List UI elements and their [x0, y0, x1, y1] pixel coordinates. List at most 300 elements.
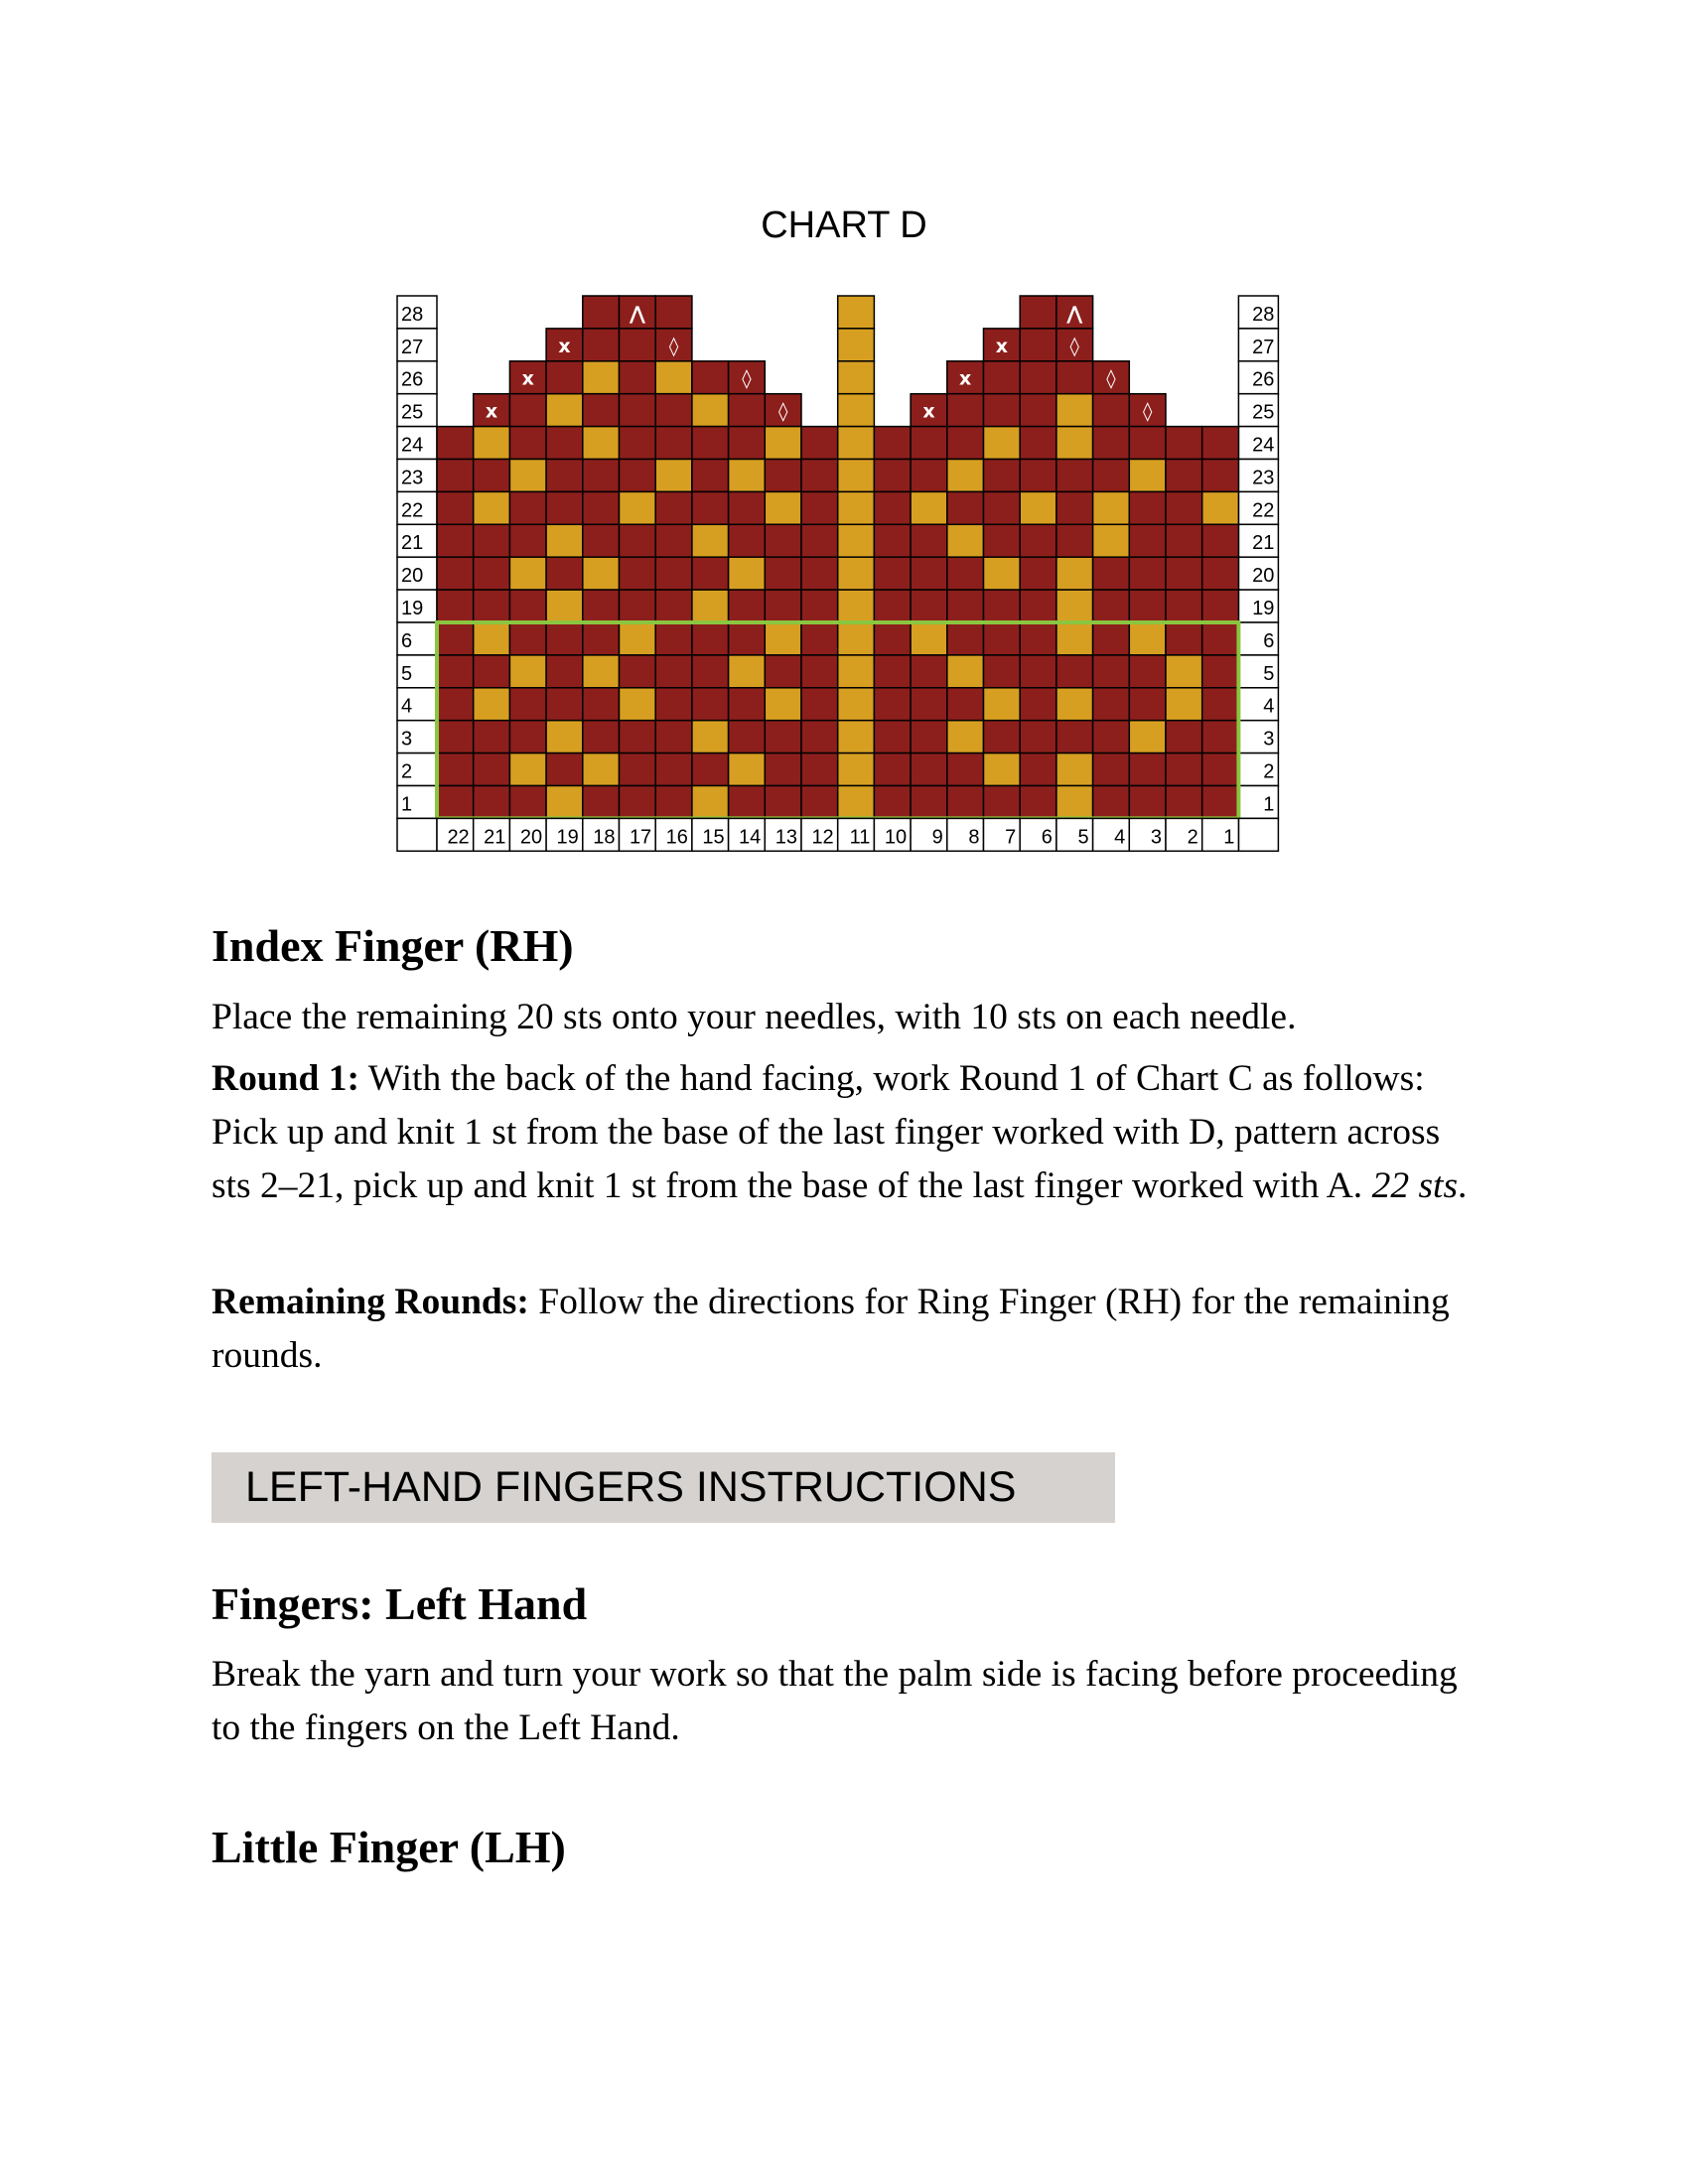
row-label-right: 22	[1252, 499, 1275, 522]
column-label: 21	[484, 826, 506, 849]
chart-cell	[692, 655, 729, 688]
chart-symbol: x	[521, 367, 534, 390]
chart-cell	[1020, 296, 1056, 329]
chart-cell	[437, 721, 474, 753]
chart-cell	[801, 655, 838, 688]
chart-cell	[765, 590, 801, 622]
chart-cell	[801, 460, 838, 492]
chart-cell	[692, 394, 729, 427]
chart-cell	[947, 655, 984, 688]
row-label-right: 6	[1263, 629, 1275, 652]
chart-cell	[801, 557, 838, 590]
column-label: 5	[1077, 826, 1089, 849]
chart-symbol: ◊	[742, 367, 752, 390]
chart-cell	[620, 557, 656, 590]
chart-cell	[729, 622, 766, 655]
left-hand-heading: Fingers: Left Hand	[211, 1578, 588, 1629]
chart-cell	[1056, 361, 1093, 394]
chart-cell	[947, 427, 984, 460]
chart-cell	[1093, 427, 1130, 460]
chart-cell	[620, 394, 656, 427]
row-label-left: 21	[401, 532, 424, 555]
chart-cell	[692, 557, 729, 590]
column-label: 7	[1005, 826, 1017, 849]
column-label: 11	[849, 826, 871, 849]
chart-cell	[911, 753, 947, 786]
chart-cell	[1056, 491, 1093, 524]
chart-cell	[1020, 491, 1056, 524]
chart-cell	[546, 427, 583, 460]
chart-cell	[838, 427, 875, 460]
chart-cell	[1093, 753, 1130, 786]
chart-symbol: ◊	[777, 400, 788, 423]
chart-cell	[1129, 753, 1166, 786]
chart-cell	[509, 655, 546, 688]
chart-cell	[1020, 753, 1056, 786]
chart-cell	[874, 524, 911, 557]
chart-cell	[437, 622, 474, 655]
chart-cell	[1056, 721, 1093, 753]
section-banner: LEFT-HAND FINGERS INSTRUCTIONS	[211, 1452, 1115, 1523]
chart-symbol: ◊	[1106, 367, 1116, 390]
chart-cell	[1129, 491, 1166, 524]
chart-cell	[1056, 460, 1093, 492]
chart-cell	[947, 394, 984, 427]
chart-cell	[583, 394, 620, 427]
row-label-right: 25	[1252, 401, 1275, 424]
chart-cell	[1129, 460, 1166, 492]
chart-cell	[620, 688, 656, 721]
chart-cell	[583, 721, 620, 753]
chart-cell	[474, 622, 510, 655]
chart-cell	[1056, 753, 1093, 786]
chart-cell	[1129, 557, 1166, 590]
chart-cell	[1093, 655, 1130, 688]
chart-cell	[437, 590, 474, 622]
chart-cell	[509, 427, 546, 460]
chart-cell	[1056, 622, 1093, 655]
chart-cell	[838, 491, 875, 524]
chart-cell	[838, 655, 875, 688]
chart-cell	[1129, 786, 1166, 819]
chart-cell	[1129, 688, 1166, 721]
chart-symbol: x	[558, 335, 571, 357]
row-label-right: 4	[1263, 695, 1275, 718]
chart-cell	[583, 427, 620, 460]
chart-cell	[911, 524, 947, 557]
chart-cell	[655, 427, 692, 460]
left-hand-text: Break the yarn and turn your work so that the palm side is facing before proceeding to the fingers on the Left Hand.	[211, 1654, 1458, 1748]
chart-cell	[729, 590, 766, 622]
column-label: 20	[519, 826, 543, 849]
chart-cell	[984, 590, 1021, 622]
chart-cell	[838, 361, 875, 394]
chart-cell	[911, 557, 947, 590]
chart-cell	[1056, 427, 1093, 460]
chart-cell	[801, 753, 838, 786]
round-1-paragraph	[211, 1052, 1482, 1213]
chart-cell	[546, 622, 583, 655]
chart-cell	[583, 557, 620, 590]
chart-cell	[801, 590, 838, 622]
chart-cell	[984, 622, 1021, 655]
chart-cell	[838, 590, 875, 622]
chart-cell	[1020, 688, 1056, 721]
knitting-chart	[397, 296, 1291, 849]
chart-cell	[874, 721, 911, 753]
chart-cell	[474, 753, 510, 786]
chart-cell	[911, 491, 947, 524]
chart-cell	[1093, 491, 1130, 524]
chart-cell	[729, 655, 766, 688]
chart-symbol: ◊	[668, 335, 679, 357]
chart-cell	[620, 460, 656, 492]
chart-cell	[984, 361, 1021, 394]
chart-cell	[729, 753, 766, 786]
chart-cell	[801, 688, 838, 721]
chart-cell	[1093, 590, 1130, 622]
chart-cell	[1202, 427, 1239, 460]
chart-cell	[1166, 688, 1202, 721]
chart-cell	[546, 460, 583, 492]
row-label-left: 19	[401, 598, 424, 619]
column-label: 15	[702, 826, 725, 849]
chart-cell	[509, 557, 546, 590]
chart-symbol: x	[995, 335, 1008, 357]
chart-cell	[546, 491, 583, 524]
column-label-corner-left	[397, 818, 437, 851]
column-label: 17	[629, 826, 652, 849]
column-label-corner-right	[1238, 818, 1278, 851]
row-label-right: 21	[1252, 532, 1275, 555]
chart-cell	[1093, 524, 1130, 557]
chart-cell	[474, 524, 510, 557]
column-label: 3	[1150, 826, 1162, 849]
chart-cell	[620, 361, 656, 394]
chart-cell	[984, 655, 1021, 688]
chart-cell	[655, 557, 692, 590]
chart-cell	[874, 655, 911, 688]
chart-cell	[583, 329, 620, 361]
chart-cell	[583, 590, 620, 622]
chart-cell	[801, 524, 838, 557]
chart-cell	[1166, 721, 1202, 753]
row-label-left: 26	[401, 368, 424, 391]
little-finger-heading: Little Finger (LH)	[211, 1822, 566, 1872]
chart-cell	[474, 655, 510, 688]
chart-cell	[474, 427, 510, 460]
chart-symbol: x	[922, 400, 935, 423]
remaining-rounds-label: Remaining Rounds:	[211, 1282, 529, 1322]
chart-cell	[874, 786, 911, 819]
chart-cell	[874, 427, 911, 460]
row-label-right: 28	[1252, 303, 1275, 326]
column-label: 6	[1041, 826, 1053, 849]
chart-cell	[509, 491, 546, 524]
chart-cell	[838, 622, 875, 655]
chart-cell	[655, 361, 692, 394]
chart-cell	[474, 786, 510, 819]
chart-cell	[1129, 622, 1166, 655]
chart-cell	[1202, 590, 1239, 622]
chart-cell	[838, 786, 875, 819]
chart-cell	[620, 491, 656, 524]
chart-cell	[1166, 427, 1202, 460]
chart-cell	[655, 491, 692, 524]
chart-cell	[655, 786, 692, 819]
chart-cell	[838, 394, 875, 427]
chart-cell	[874, 557, 911, 590]
chart-cell	[765, 688, 801, 721]
row-label-right: 1	[1263, 793, 1275, 816]
chart-cell	[1020, 460, 1056, 492]
chart-cell	[984, 427, 1021, 460]
chart-cell	[509, 753, 546, 786]
column-label: 4	[1114, 826, 1126, 849]
chart-cell	[1020, 394, 1056, 427]
chart-cell	[984, 557, 1021, 590]
chart-symbol: ⋀	[629, 302, 645, 325]
remaining-rounds-text: Follow the directions for Ring Finger (RH) for the remaining rounds.	[211, 1282, 1450, 1376]
chart-cell	[984, 753, 1021, 786]
chart-cell	[874, 688, 911, 721]
chart-cell	[620, 329, 656, 361]
chart-grid	[397, 296, 1291, 849]
chart-cell	[583, 524, 620, 557]
column-label: 1	[1223, 826, 1235, 849]
chart-cell	[947, 524, 984, 557]
row-label-left: 1	[401, 793, 413, 816]
chart-cell	[1056, 557, 1093, 590]
chart-cell	[437, 753, 474, 786]
chart-cell	[583, 296, 620, 329]
chart-cell	[546, 753, 583, 786]
column-label: 14	[739, 826, 762, 849]
chart-cell	[692, 688, 729, 721]
chart-cell	[1166, 655, 1202, 688]
chart-cell	[692, 590, 729, 622]
chart-cell	[911, 590, 947, 622]
chart-cell	[1056, 590, 1093, 622]
chart-cell	[1202, 622, 1239, 655]
chart-cell	[1056, 655, 1093, 688]
chart-cell	[474, 460, 510, 492]
chart-cell	[1020, 524, 1056, 557]
chart-cell	[947, 557, 984, 590]
chart-cell	[546, 721, 583, 753]
chart-cell	[1166, 590, 1202, 622]
chart-cell	[509, 524, 546, 557]
chart-cell	[984, 524, 1021, 557]
chart-cell	[437, 524, 474, 557]
chart-cell	[1020, 427, 1056, 460]
chart-cell	[692, 491, 729, 524]
column-label: 16	[665, 826, 688, 849]
column-label: 10	[884, 826, 908, 849]
row-label-left: 2	[401, 760, 413, 783]
chart-cell	[583, 786, 620, 819]
chart-cell	[655, 460, 692, 492]
chart-cell	[620, 427, 656, 460]
chart-cell	[729, 786, 766, 819]
chart-cell	[655, 688, 692, 721]
chart-cell	[692, 524, 729, 557]
chart-cell	[984, 394, 1021, 427]
chart-cell	[765, 721, 801, 753]
chart-cell	[947, 753, 984, 786]
chart-cell	[620, 721, 656, 753]
chart-cell	[729, 557, 766, 590]
chart-cell	[583, 460, 620, 492]
chart-cell	[1202, 786, 1239, 819]
chart-cell	[729, 394, 766, 427]
chart-cell	[838, 460, 875, 492]
chart-cell	[1202, 524, 1239, 557]
chart-cell	[838, 721, 875, 753]
chart-cell	[765, 460, 801, 492]
chart-cell	[437, 655, 474, 688]
chart-cell	[546, 557, 583, 590]
chart-cell	[655, 655, 692, 688]
chart-cell	[437, 427, 474, 460]
chart-cell	[437, 491, 474, 524]
chart-cell	[655, 590, 692, 622]
chart-cell	[1166, 491, 1202, 524]
row-label-left: 25	[401, 401, 424, 424]
chart-cell	[1166, 622, 1202, 655]
chart-cell	[984, 786, 1021, 819]
chart-cell	[655, 394, 692, 427]
chart-cell	[765, 753, 801, 786]
chart-cell	[729, 427, 766, 460]
row-label-left: 22	[401, 499, 424, 522]
chart-cell	[765, 786, 801, 819]
chart-cell	[1093, 394, 1130, 427]
chart-cell	[1093, 688, 1130, 721]
chart-cell	[620, 590, 656, 622]
chart-symbol: x	[959, 367, 972, 390]
chart-cell	[838, 524, 875, 557]
chart-cell	[911, 688, 947, 721]
row-label-left: 4	[401, 695, 413, 718]
chart-cell	[1129, 721, 1166, 753]
row-label-left: 3	[401, 728, 413, 751]
chart-cell	[474, 721, 510, 753]
chart-cell	[947, 688, 984, 721]
chart-title: CHART D	[761, 205, 927, 246]
column-label: 13	[774, 826, 797, 849]
chart-cell	[546, 590, 583, 622]
row-label-right: 26	[1252, 368, 1275, 391]
chart-cell	[1166, 524, 1202, 557]
column-label: 19	[556, 826, 579, 849]
chart-cell	[947, 721, 984, 753]
chart-cell	[1020, 655, 1056, 688]
chart-cell	[509, 394, 546, 427]
chart-symbol: ⋀	[1066, 302, 1083, 325]
chart-cell	[509, 688, 546, 721]
row-label-left: 27	[401, 336, 424, 358]
chart-cell	[1093, 557, 1130, 590]
chart-cell	[838, 329, 875, 361]
chart-symbol: x	[485, 400, 498, 423]
chart-cell	[1166, 460, 1202, 492]
remaining-rounds-paragraph	[211, 1276, 1482, 1383]
chart-cell	[801, 786, 838, 819]
chart-cell	[583, 688, 620, 721]
chart-cell	[1056, 688, 1093, 721]
chart-cell	[1056, 524, 1093, 557]
row-label-right: 2	[1263, 760, 1275, 783]
chart-cell	[583, 622, 620, 655]
round-1-label: Round 1:	[211, 1058, 360, 1099]
chart-cell	[1093, 721, 1130, 753]
chart-cell	[765, 557, 801, 590]
chart-cell	[692, 460, 729, 492]
chart-cell	[620, 655, 656, 688]
chart-cell	[801, 427, 838, 460]
chart-cell	[765, 655, 801, 688]
chart-cell	[801, 622, 838, 655]
chart-cell	[1129, 427, 1166, 460]
chart-cell	[838, 296, 875, 329]
chart-cell	[546, 394, 583, 427]
chart-cell	[692, 786, 729, 819]
chart-cell	[583, 361, 620, 394]
chart-cell	[1020, 721, 1056, 753]
chart-cell	[1020, 590, 1056, 622]
chart-cell	[546, 786, 583, 819]
row-label-left: 28	[401, 303, 424, 326]
row-label-right: 3	[1263, 728, 1275, 751]
row-label-left: 5	[401, 662, 413, 685]
row-label-left: 20	[401, 565, 424, 588]
chart-cell	[1056, 394, 1093, 427]
chart-cell	[474, 491, 510, 524]
chart-cell	[765, 427, 801, 460]
chart-cell	[509, 721, 546, 753]
round-1-text: With the back of the hand facing, work Round 1 of Chart C as follows: Pick up and knit 1 st from the base of the last finger worked with D, pattern across sts 2–21, pick up and knit 1 st from the base of the last finger worked with A.	[211, 1058, 1441, 1206]
chart-cell	[509, 460, 546, 492]
chart-symbol: ◊	[1142, 400, 1153, 423]
chart-cell	[1129, 590, 1166, 622]
chart-cell	[838, 753, 875, 786]
chart-cell	[1093, 622, 1130, 655]
chart-cell	[546, 655, 583, 688]
chart-cell	[947, 590, 984, 622]
chart-symbol: ◊	[1069, 335, 1079, 357]
chart-cell	[874, 460, 911, 492]
chart-cell	[1166, 786, 1202, 819]
chart-cell	[655, 721, 692, 753]
round-1-count: 22 sts	[1371, 1165, 1459, 1206]
chart-cell	[1020, 622, 1056, 655]
chart-cell	[984, 688, 1021, 721]
chart-cell	[1202, 753, 1239, 786]
chart-cell	[1202, 655, 1239, 688]
chart-cell	[911, 427, 947, 460]
chart-cell	[692, 361, 729, 394]
chart-cell	[546, 361, 583, 394]
chart-cell	[583, 655, 620, 688]
chart-cell	[765, 524, 801, 557]
chart-cell	[1020, 329, 1056, 361]
chart-cell	[911, 786, 947, 819]
chart-cell	[546, 524, 583, 557]
chart-cell	[729, 524, 766, 557]
column-label: 2	[1187, 826, 1198, 849]
chart-cell	[911, 622, 947, 655]
